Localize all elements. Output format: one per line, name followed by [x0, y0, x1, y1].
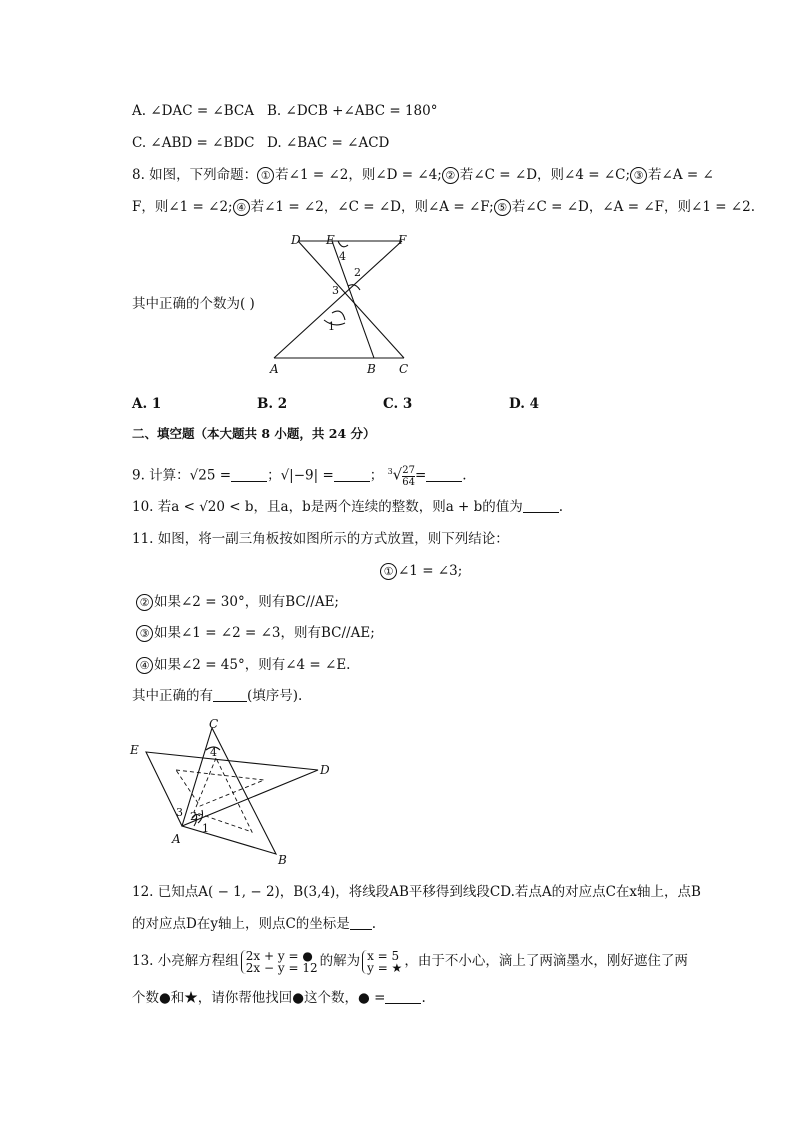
section-heading: 二、填空题（本大题共 8 小题，共 24 分） — [132, 426, 376, 441]
q13-sol-y: y = ★ — [367, 960, 403, 975]
q8-line2 — [132, 197, 755, 217]
q13-blank[interactable] — [385, 989, 421, 1004]
q8-prop-3-start: 若∠A = ∠ — [648, 167, 714, 183]
q8-label-E: E — [326, 233, 335, 247]
q12-text: 的对应点D在y轴上，则点C的坐标是 — [132, 916, 350, 932]
circled-4: ④ — [136, 657, 153, 674]
q9-end: . — [462, 467, 467, 484]
q11-intro: 11. 如图，将一副三角板按如图所示的方式放置，则下列结论： — [132, 531, 509, 547]
q8-prop-4: 若∠1 = ∠2，∠C = ∠D，则∠A = ∠F; — [250, 199, 494, 215]
q11-conclusion-4 — [136, 655, 350, 675]
q13-eq-1: 2x + y = ● — [245, 948, 313, 963]
q11-c2-text: 如果∠2 = 30°，则有BC//AE; — [154, 594, 339, 610]
q8-label-B: B — [367, 362, 376, 376]
q8-label-C: C — [399, 362, 409, 376]
q13-rest: ，由于不小心，滴上了两滴墨水，刚好遮住了两 — [404, 953, 688, 969]
q8-question: 其中正确的个数为( ) — [132, 296, 255, 312]
q11-angle-3: 3 — [176, 806, 183, 819]
q11-ask — [132, 686, 302, 706]
q9-sep-2: ； — [369, 467, 384, 484]
q11-label-E: E — [130, 743, 139, 757]
q10-line — [132, 497, 563, 517]
q12-blank[interactable] — [350, 915, 372, 930]
q13-mid: 的解为 — [319, 953, 361, 969]
circled-2: ② — [442, 167, 459, 184]
q8-prop-1: 若∠1 = ∠2，则∠D = ∠4; — [275, 167, 442, 183]
q13-prefix: 13. 小亮解方程组 — [132, 953, 239, 969]
q8-angle-1: 1 — [328, 320, 335, 333]
q10-blank[interactable] — [523, 498, 559, 513]
q8-option-b: B. 2 — [257, 396, 288, 412]
q13-line2 — [132, 988, 426, 1008]
q9-frac-den: 64 — [402, 476, 415, 488]
q9-prefix: 9. 计算： — [132, 467, 190, 484]
q8-angle-2: 2 — [354, 266, 361, 279]
circled-4: ④ — [233, 199, 250, 216]
q11-conclusion-3 — [136, 623, 375, 643]
q11-figure — [128, 714, 338, 869]
q8-prop-3-end: F，则∠1 = ∠2; — [132, 199, 233, 215]
q8-option-d: D. 4 — [509, 396, 540, 412]
q10-end: . — [558, 499, 564, 515]
q8-label-A: A — [270, 362, 279, 376]
q9-expr-1: √25 = — [189, 467, 232, 484]
q11-label-C: C — [209, 717, 219, 731]
q13-line1 — [132, 948, 688, 974]
q11-label-D: D — [320, 763, 330, 777]
q8-prop-2: 若∠C = ∠D，则∠4 = ∠C; — [459, 167, 631, 183]
q8-figure — [262, 228, 422, 378]
q12-line1: 12. 已知点A( − 1, − 2)，B(3,4)，将线段AB平移得到线段CD.若点A的对应点C在x轴上，点B — [132, 884, 701, 900]
q9-blank-1[interactable] — [231, 467, 267, 482]
q9-line — [132, 462, 467, 488]
q11-blank[interactable] — [213, 687, 247, 702]
q9-blank-3[interactable] — [426, 467, 462, 482]
circled-5: ⑤ — [494, 199, 511, 216]
q8-label-D: D — [291, 233, 301, 247]
q8-option-c: C. 3 — [383, 396, 413, 412]
q11-c4-text: 如果∠2 = 45°，则有∠4 = ∠E. — [154, 657, 351, 673]
q11-conclusion-1 — [380, 561, 462, 581]
q8-label-F: F — [398, 233, 407, 247]
q8-line1 — [132, 165, 714, 185]
q10-text: 10. 若a < √20 < b，且a，b是两个连续的整数，则a + b的值为 — [132, 499, 523, 515]
q9-sep-1: ； — [267, 467, 281, 484]
q12-end: . — [371, 916, 377, 932]
q8-option-a: A. 1 — [132, 396, 162, 412]
q9-frac-num: 27 — [402, 464, 415, 476]
q7-option-c: C. ∠ABD = ∠BDC — [132, 135, 255, 151]
q9-blank-2[interactable] — [334, 467, 370, 482]
q8-angle-3: 3 — [332, 284, 339, 297]
q13-end: . — [421, 990, 426, 1006]
q11-label-A: A — [172, 832, 181, 846]
q8-prefix: 8. 如图，下列命题： — [132, 167, 258, 183]
q13-text: 个数●和★，请你帮他找回●这个数，● = — [132, 990, 386, 1006]
q8-prop-5: 若∠C = ∠D，∠A = ∠F，则∠1 = ∠2. — [511, 199, 755, 215]
q13-system-2 — [362, 950, 402, 974]
q9-fraction — [402, 465, 415, 488]
q11-angle-2: 2 — [190, 810, 197, 823]
q11-label-B: B — [278, 853, 287, 867]
q9-eq-3: = — [414, 467, 427, 484]
q8-angle-4: 4 — [339, 250, 346, 263]
q11-c3-text: 如果∠1 = ∠2 = ∠3，则有BC//AE; — [154, 625, 375, 641]
q7-option-a: A. ∠DAC = ∠BCA — [132, 103, 255, 119]
q9-cube-index: 3 — [387, 467, 393, 476]
circled-1: ① — [257, 167, 274, 184]
q13-eq-2: 2x − y = 12 — [245, 960, 318, 975]
q11-conclusion-2 — [136, 592, 339, 612]
circled-3: ③ — [136, 625, 153, 642]
q11-angle-1: 1 — [202, 822, 209, 835]
q7-option-b: B. ∠DCB +∠ABC = 180° — [267, 103, 438, 119]
circled-3: ③ — [630, 167, 647, 184]
q9-radical-sign: √ — [392, 465, 403, 484]
circled-2: ② — [136, 594, 153, 611]
circled-1: ① — [380, 563, 397, 580]
q13-system-1 — [241, 950, 318, 974]
q11-ask-a: 其中正确的有 — [132, 688, 213, 704]
q11-angle-4: 4 — [210, 746, 217, 759]
q9-expr-2: √|−9| = — [280, 467, 334, 484]
q11-ask-b: (填序号). — [247, 688, 303, 704]
q11-c1-text: ∠1 = ∠3; — [398, 563, 463, 579]
q7-option-d: D. ∠BAC = ∠ACD — [267, 135, 390, 151]
q13-sol-x: x = 5 — [367, 948, 400, 963]
q12-line2 — [132, 914, 376, 934]
